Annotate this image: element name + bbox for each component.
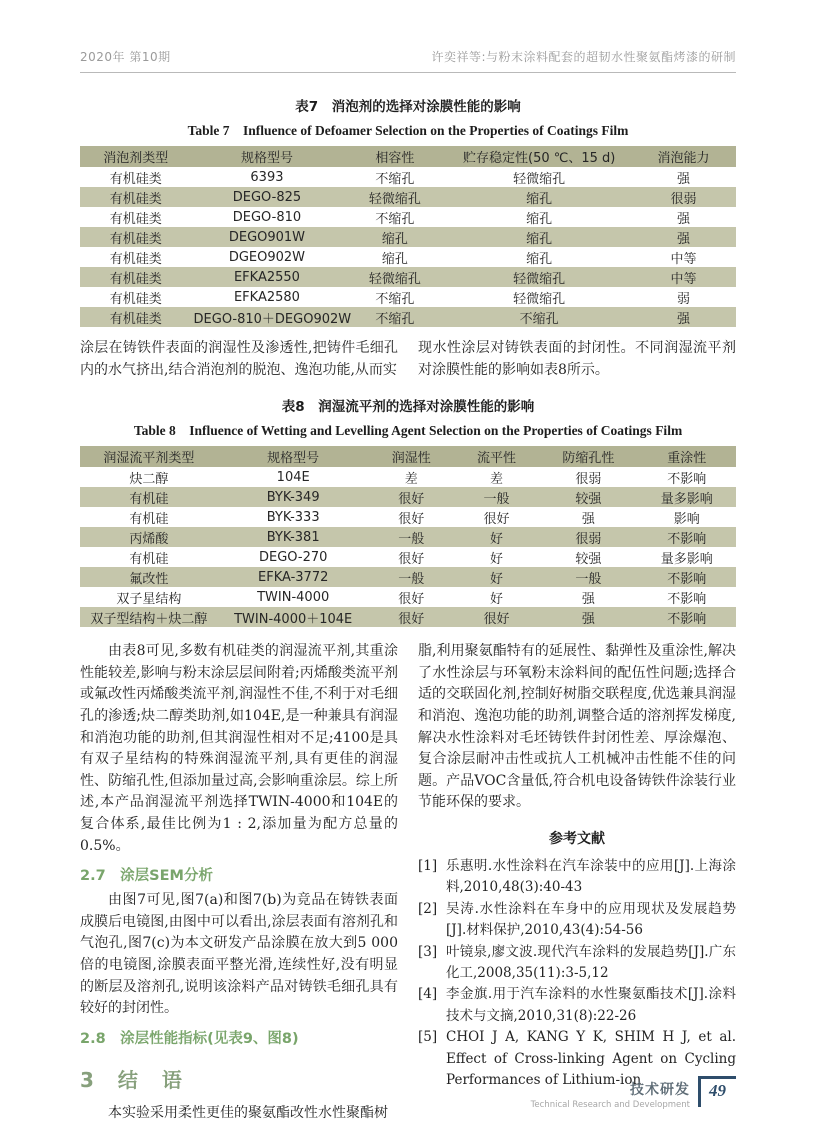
column-header: 相容性	[342, 146, 447, 167]
table-cell: 较强	[575, 491, 602, 507]
table-cell: 有机硅类	[109, 251, 162, 267]
table-cell: BYK-381	[266, 529, 320, 545]
table-cell: 有机硅	[129, 491, 169, 507]
table-cell: 双子型结构＋炔二醇	[90, 611, 208, 627]
table-row	[80, 527, 736, 547]
column-header: 润湿性	[369, 446, 454, 467]
discussion-paragraph: 由表8可见,多数有机硅类的润湿流平剂,其重涂性能较差,影响与粉末涂层层间附着;丙烯酸类流平剂或氟改性丙烯酸类流平剂,润湿性不佳,不利于对毛细孔的渗透;炔二醇类助剂,如104E,是一种兼具有润湿和消泡功能的助剂,但其润湿性相对不足;4100是具有双子星结构的特殊润湿流平剂,具有更佳的润湿性、防缩孔性,但添加量过高,会影响重涂层。综上所述,本产品润湿流平剂选择TWIN-4000和104E的复合体系,最佳比例为1 : 2,添加量为配方总量的0.5%。	[80, 643, 398, 854]
table-cell: 影响	[673, 511, 700, 527]
table-row	[80, 547, 736, 567]
table-cell: 好	[490, 591, 504, 607]
reference-item	[418, 899, 736, 942]
table-header-row	[80, 446, 736, 467]
table-cell: 不影响	[667, 591, 707, 607]
footer-label-en: Technical Research and Development	[530, 1100, 690, 1110]
table-cell: 缩孔	[381, 231, 408, 247]
journal-page	[0, 48, 816, 1147]
table-cell: 轻微缩孔	[513, 291, 566, 307]
reference-text: 吴涛.水性涂料在车身中的应用现状及发展趋势[J].材料保护,2010,43(4):54-56	[446, 900, 736, 939]
table-cell: 6393	[250, 169, 284, 185]
table-cell: 一般	[398, 531, 425, 547]
page-number: 49	[698, 1076, 736, 1107]
table-row	[80, 307, 736, 327]
table-cell: 缩孔	[526, 211, 553, 227]
table-cell: 差	[404, 471, 418, 487]
section-heading-2-7: 2.7 涂层SEM分析	[80, 868, 213, 885]
table-cell: 不影响	[667, 531, 707, 547]
column-header: 规格型号	[218, 446, 369, 467]
table-row	[80, 567, 736, 587]
reference-item	[418, 856, 736, 899]
reference-text: 叶镜泉,廖文波.现代汽车涂料的发展趋势[J].广东化工,2008,35(11):3-5,12	[446, 943, 736, 981]
table-cell: 有机硅类	[109, 271, 162, 287]
running-header	[80, 48, 736, 73]
wetting-agent-table	[80, 446, 736, 627]
reference-number: [5]	[418, 1029, 438, 1046]
table-cell: TWIN-4000	[257, 589, 330, 605]
reference-item	[418, 942, 736, 985]
table-cell: 不影响	[667, 611, 707, 627]
table-cell: 缩孔	[526, 191, 553, 207]
table-cell: 好	[490, 551, 504, 567]
table-row	[80, 487, 736, 507]
table-cell: 强	[581, 511, 595, 527]
table-cell: 很弱	[575, 531, 602, 547]
reference-number: [4]	[418, 986, 438, 1003]
table-cell: BYK-349	[266, 489, 320, 505]
table-cell: 有机硅类	[109, 191, 162, 207]
table-cell: 强	[677, 211, 691, 227]
body-columns	[80, 641, 736, 1124]
table-cell: 很好	[398, 591, 425, 607]
section-heading-conclusion: 3 结 语	[80, 1067, 184, 1092]
issue-info: 2020年 第10期	[80, 50, 171, 64]
table-cell: 有机硅类	[109, 211, 162, 227]
body-left-column	[80, 641, 398, 1124]
reference-item	[418, 984, 736, 1027]
table-cell: 不缩孔	[519, 311, 559, 327]
table-row	[80, 227, 736, 247]
sem-analysis-paragraph: 由图7可见,图7(a)和图7(b)为竞品在铸铁表面成膜后电镜图,由图中可以看出,涂层表面有溶剂孔和气泡孔,图7(c)为本文研发产品涂膜在放大到5 000倍的电镜图,涂膜表面平整光滑,连续性好,没有明显的断层及溶剂孔,说明该涂料产品对铸铁毛细孔具有较好的封闭性。	[80, 892, 398, 1017]
column-header: 消泡能力	[631, 146, 736, 167]
table-cell: 一般	[398, 571, 425, 587]
table8-caption-zh: 表8 润湿流平剂的选择对涂膜性能的影响	[281, 399, 535, 416]
table8-caption	[80, 395, 736, 439]
bridge-right-column	[418, 338, 736, 381]
table-cell: 很弱	[670, 191, 697, 207]
table-row	[80, 287, 736, 307]
table-row	[80, 167, 736, 187]
table-cell: 中等	[670, 271, 697, 287]
table-cell: 很好	[483, 511, 510, 527]
table-cell: 缩孔	[526, 231, 553, 247]
table-cell: 有机硅	[129, 511, 169, 527]
table-cell: DEGO-270	[258, 549, 328, 565]
table-cell: 好	[490, 571, 504, 587]
running-title: 许奕祥等:与粉末涂料配套的超韧水性聚氨酯烤漆的研制	[431, 50, 736, 64]
table-cell: 不影响	[667, 471, 707, 487]
table-cell: 一般	[483, 491, 510, 507]
table-cell: 炔二醇	[129, 471, 169, 487]
defoamer-table	[80, 146, 736, 327]
bridge-left-column	[80, 338, 398, 381]
table-cell: EFKA2580	[233, 289, 300, 305]
table-cell: 很好	[398, 611, 425, 627]
table-cell: 氟改性	[129, 571, 169, 587]
table-cell: 轻微缩孔	[513, 171, 566, 187]
table-cell: 有机硅	[129, 551, 169, 567]
table7-caption-en: Table 7 Influence of Defoamer Selection on the Properties of Coatings Film	[187, 123, 629, 138]
table-cell: 中等	[670, 251, 697, 267]
conclusion-paragraph-start: 本实验采用柔性更佳的聚氨酯改性水性聚酯树	[108, 1104, 388, 1121]
table-cell: 不影响	[667, 571, 707, 587]
table-cell: DGEO902W	[228, 249, 306, 265]
table-row	[80, 507, 736, 527]
table-cell: 104E	[276, 469, 310, 485]
references-list	[418, 856, 736, 1091]
table-cell: 缩孔	[381, 251, 408, 267]
table-cell: 差	[490, 471, 504, 487]
table-cell: 轻微缩孔	[513, 271, 566, 287]
table-cell: 有机硅类	[109, 231, 162, 247]
footer-label-zh: 技术研发	[630, 1082, 690, 1098]
table-row	[80, 247, 736, 267]
column-header: 重涂性	[638, 446, 736, 467]
table7-caption	[80, 95, 736, 139]
table-cell: 很好	[398, 511, 425, 527]
footer-section-label	[531, 1076, 690, 1110]
reference-text: 李金旗.用于汽车涂料的水性聚氨酯技术[J].涂料技术与文摘,2010,31(8):22-26	[446, 986, 736, 1024]
column-header: 流平性	[454, 446, 539, 467]
table-cell: 很好	[398, 491, 425, 507]
table-row	[80, 187, 736, 207]
reference-number: [3]	[418, 943, 438, 960]
bridge-left-text: 涂层在铸铁件表面的润湿性及渗透性,把铸件毛细孔内的水气挤出,结合消泡剂的脱泡、逸泡功能,从而实	[80, 340, 398, 378]
column-header: 消泡剂类型	[80, 146, 192, 167]
table-cell: 强	[677, 231, 691, 247]
table-cell: DEGO-810	[232, 209, 302, 225]
table-cell: 强	[677, 171, 691, 187]
table-cell: 有机硅类	[109, 291, 162, 307]
table-row	[80, 207, 736, 227]
table-cell: 轻微缩孔	[368, 191, 421, 207]
table-cell: 不缩孔	[375, 311, 415, 327]
table-cell: DEGO901W	[228, 229, 306, 245]
references-heading: 参考文献	[549, 830, 605, 847]
table-cell: 弱	[677, 291, 691, 307]
table-cell: 很好	[483, 611, 510, 627]
table-cell: 缩孔	[526, 251, 553, 267]
table-cell: TWIN-4000＋104E	[234, 611, 353, 627]
column-header: 润湿流平剂类型	[80, 446, 218, 467]
table-row	[80, 607, 736, 627]
column-header: 贮存稳定性(50 ℃、15 d)	[447, 146, 631, 167]
table-cell: 强	[581, 611, 595, 627]
table-cell: 不缩孔	[375, 291, 415, 307]
conclusion-paragraph-continued: 脂,利用聚氨酯特有的延展性、黏弹性及重涂性,解决了水性涂层与环氧粉末涂料间的配伍性问题;选择合适的交联固化剂,控制好树脂交联程度,优选兼具润湿和消泡、逸泡功能的助剂,调整合适的溶剂挥发梯度,解决水性涂料对毛坯铸铁件封闭性差、厚涂爆泡、复合涂层耐冲击性或抗人工机械冲击性能不佳的问题。产品VOC含量低,符合机电设备铸铁件涂装行业节能环保的要求。	[418, 643, 736, 811]
table-cell: 不缩孔	[375, 211, 415, 227]
table-cell: 轻微缩孔	[368, 271, 421, 287]
column-header: 防缩孔性	[539, 446, 637, 467]
table-cell: BYK-333	[266, 509, 320, 525]
table-cell: 一般	[575, 571, 602, 587]
column-header: 规格型号	[192, 146, 343, 167]
table8-caption-en: Table 8 Influence of Wetting and Levelling Agent Selection on the Properties of Coatings Film	[133, 423, 683, 439]
table-cell: EFKA-3772	[258, 569, 329, 585]
table-cell: EFKA2550	[233, 269, 300, 285]
body-right-column	[418, 641, 736, 1124]
table-cell: 强	[581, 591, 595, 607]
table-cell: 有机硅类	[109, 171, 162, 187]
table-cell: 很好	[398, 551, 425, 567]
table-header-row	[80, 146, 736, 167]
reference-text: CHOI J A, KANG Y K, SHIM H J, et al. Effect of Cross-linking Agent on Cycling Performances of Lithium-ion	[446, 1029, 736, 1088]
bridge-right-text: 现水性涂层对铸铁表面的封闭性。不同润湿流平剂对涂膜性能的影响如表8所示。	[418, 340, 736, 378]
section-heading-2-8: 2.8 涂层性能指标(见表9、图8)	[80, 1030, 299, 1047]
table-cell: 有机硅类	[109, 311, 162, 327]
table-cell: DEGO-825	[232, 189, 302, 205]
table-cell: 很弱	[575, 471, 602, 487]
table-cell: DEGO-810＋DEGO902W	[193, 311, 352, 327]
table-cell: 强	[677, 311, 691, 327]
table-cell: 量多影响	[660, 551, 713, 567]
reference-number: [1]	[418, 857, 438, 874]
table7-caption-zh: 表7 消泡剂的选择对涂膜性能的影响	[295, 99, 521, 115]
bridge-paragraphs	[80, 338, 736, 381]
table-cell: 丙烯酸	[129, 531, 169, 547]
page-footer	[531, 1076, 736, 1110]
reference-text: 乐惠明.水性涂料在汽车涂装中的应用[J].上海涂料,2010,48(3):40-43	[446, 857, 736, 896]
reference-number: [2]	[418, 900, 438, 917]
table-row	[80, 587, 736, 607]
table-row	[80, 467, 736, 487]
table-cell: 较强	[575, 551, 602, 567]
table-cell: 好	[490, 531, 504, 547]
table-cell: 量多影响	[660, 491, 713, 507]
table-cell: 不缩孔	[375, 171, 415, 187]
table-cell: 双子星结构	[116, 591, 182, 607]
table-row	[80, 267, 736, 287]
